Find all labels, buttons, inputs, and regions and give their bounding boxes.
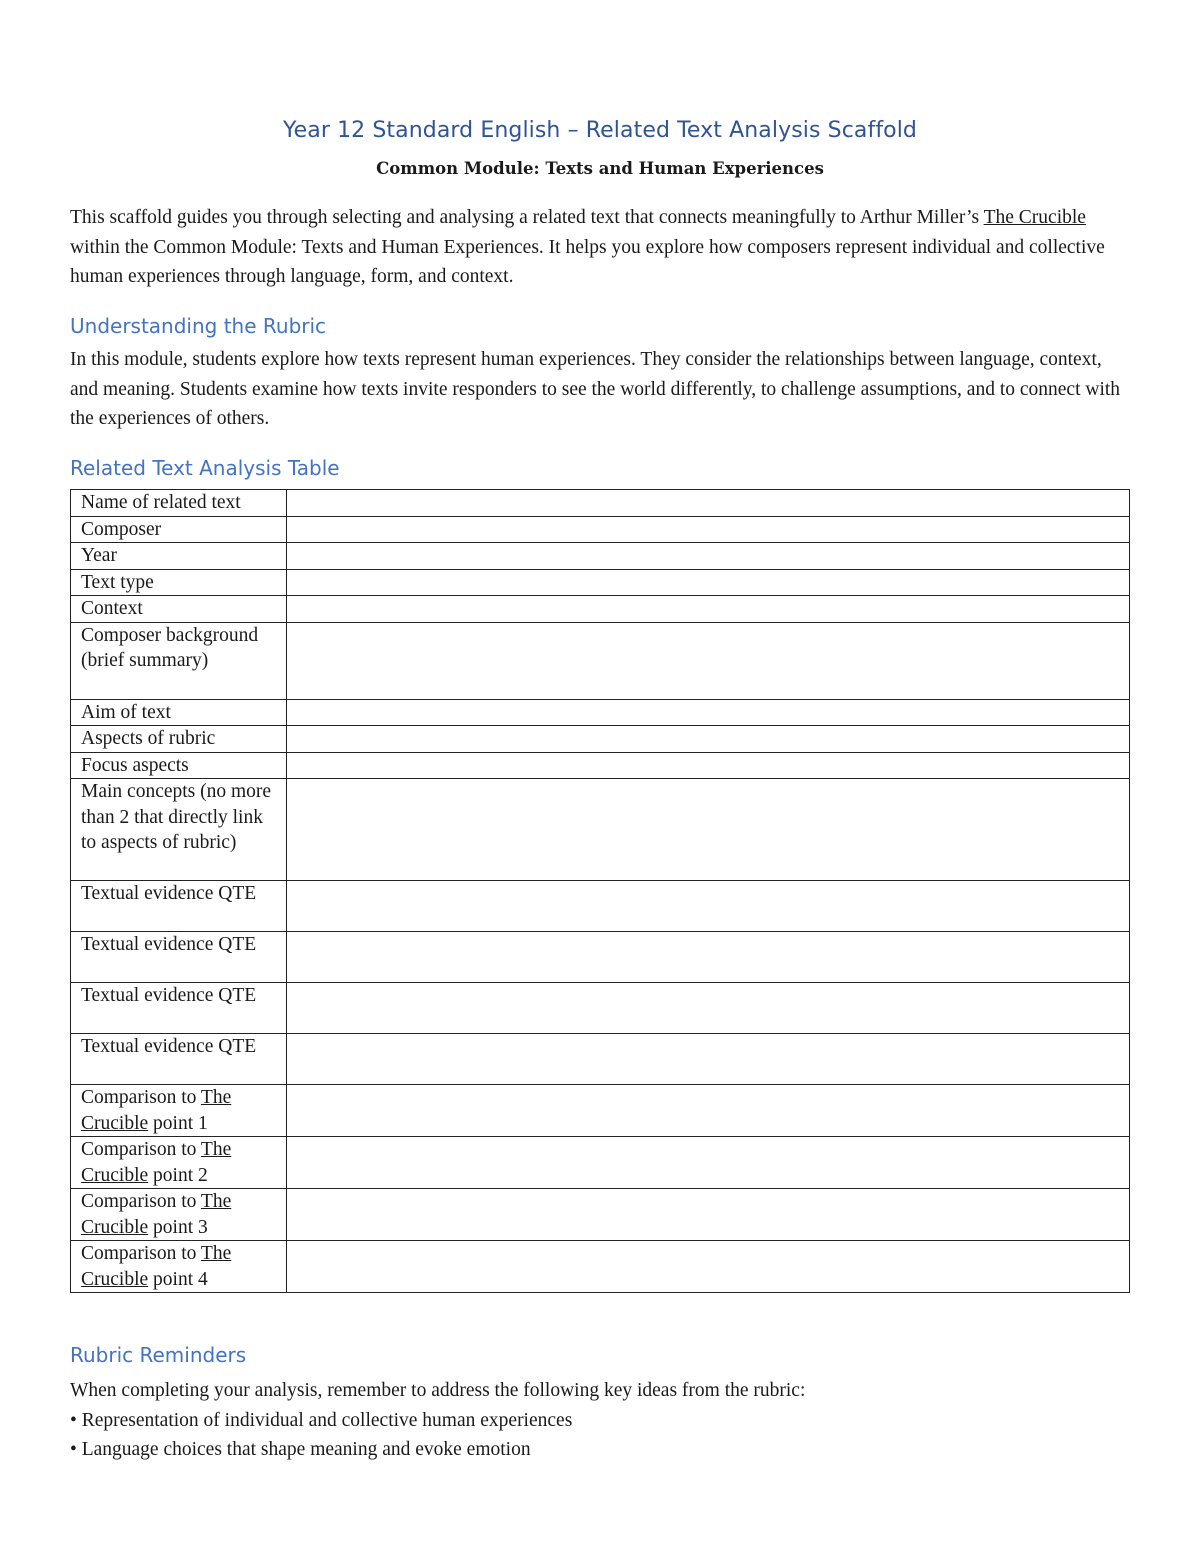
row-label: Main concepts (no more than 2 that directly link to aspects of rubric) [71,779,287,881]
row-label-text: point 3 [148,1216,208,1238]
play-title: The Crucible [81,1087,232,1134]
table-row [71,543,1130,570]
row-label-text: Comparison to [81,1139,201,1160]
row-label: Textual evidence QTE [71,983,287,1034]
row-label: Name of related text [71,490,287,517]
play-title: The Crucible [983,207,1086,228]
table-row [71,596,1130,623]
answer-cell[interactable] [287,596,1130,623]
answer-cell[interactable] [287,622,1130,699]
table-row [71,516,1130,543]
row-label-text: point 2 [148,1164,208,1186]
rubric-paragraph: In this module, students explore how texts represent human experiences. They consider the relationships between language, context, and meaning. Students examine how texts invite responders to see the world differently, to challenge assumptions, and to connect with the experiences of others. [70,349,1121,429]
answer-cell[interactable] [287,726,1130,753]
analysis-table [70,489,1130,1293]
table-row [71,932,1130,983]
row-label: Textual evidence QTE [71,881,287,932]
row-label: Focus aspects [71,752,287,779]
play-title: The Crucible [81,1243,232,1290]
table-row [71,1189,1130,1241]
document-title: Year 12 Standard English – Related Text Analysis Scaffold [283,118,917,143]
document-subtitle: Common Module: Texts and Human Experiences [376,159,824,178]
row-label: Textual evidence QTE [71,1034,287,1085]
answer-cell[interactable] [287,1137,1130,1189]
play-title: The Crucible [81,1139,232,1186]
row-label: Context [71,596,287,623]
reminders-heading: Rubric Reminders [70,1343,247,1367]
answer-cell[interactable] [287,1189,1130,1241]
answer-cell[interactable] [287,752,1130,779]
table-row [71,881,1130,932]
row-label: Aspects of rubric [71,726,287,753]
table-row [71,622,1130,699]
answer-cell[interactable] [287,1085,1130,1137]
row-label-text: point 4 [148,1268,208,1290]
row-label [71,1137,287,1189]
table-row [71,1241,1130,1293]
answer-cell[interactable] [287,569,1130,596]
row-label-text: point 1 [148,1112,208,1134]
table-row [71,569,1130,596]
table-row [71,752,1130,779]
intro-text-part1: This scaffold guides you through selecting and analysing a related text that connects meaningfully to Arthur Miller’s [70,207,984,228]
row-label: Year [71,543,287,570]
answer-cell[interactable] [287,983,1130,1034]
answer-cell[interactable] [287,1241,1130,1293]
row-label-text: Comparison to [81,1191,201,1212]
table-row [71,699,1130,726]
answer-cell[interactable] [287,779,1130,881]
row-label: Textual evidence QTE [71,932,287,983]
table-row [71,490,1130,517]
reminder-item: • Language choices that shape meaning and evoke emotion [70,1435,1130,1465]
table-row [71,726,1130,753]
row-label: Composer [71,516,287,543]
answer-cell[interactable] [287,490,1130,517]
row-label [71,1189,287,1241]
reminders-block [70,1376,1130,1465]
table-heading: Related Text Analysis Table [70,456,340,480]
rubric-heading: Understanding the Rubric [70,314,327,338]
play-title: The Crucible [81,1191,232,1238]
row-label: Text type [71,569,287,596]
reminders-list [70,1406,1130,1465]
table-row [71,1137,1130,1189]
row-label: Aim of text [71,699,287,726]
reminders-lead: When completing your analysis, remember to address the following key ideas from the rubric: [70,1380,806,1401]
answer-cell[interactable] [287,932,1130,983]
table-row [71,1034,1130,1085]
reminder-item: • Representation of individual and collective human experiences [70,1406,1130,1436]
row-label: Composer background (brief summary) [71,622,287,699]
row-label-text: Comparison to [81,1243,201,1264]
table-row [71,1085,1130,1137]
answer-cell[interactable] [287,1034,1130,1085]
answer-cell[interactable] [287,516,1130,543]
row-label-text: Comparison to [81,1087,201,1108]
table-row [71,983,1130,1034]
intro-paragraph [70,203,1130,292]
intro-text-part2: within the Common Module: Texts and Human Experiences. It helps you explore how composers represent individual and collective human experiences through language, form, and context. [70,236,1105,287]
answer-cell[interactable] [287,543,1130,570]
answer-cell[interactable] [287,881,1130,932]
row-label [71,1085,287,1137]
table-row [71,779,1130,881]
row-label [71,1241,287,1293]
answer-cell[interactable] [287,699,1130,726]
